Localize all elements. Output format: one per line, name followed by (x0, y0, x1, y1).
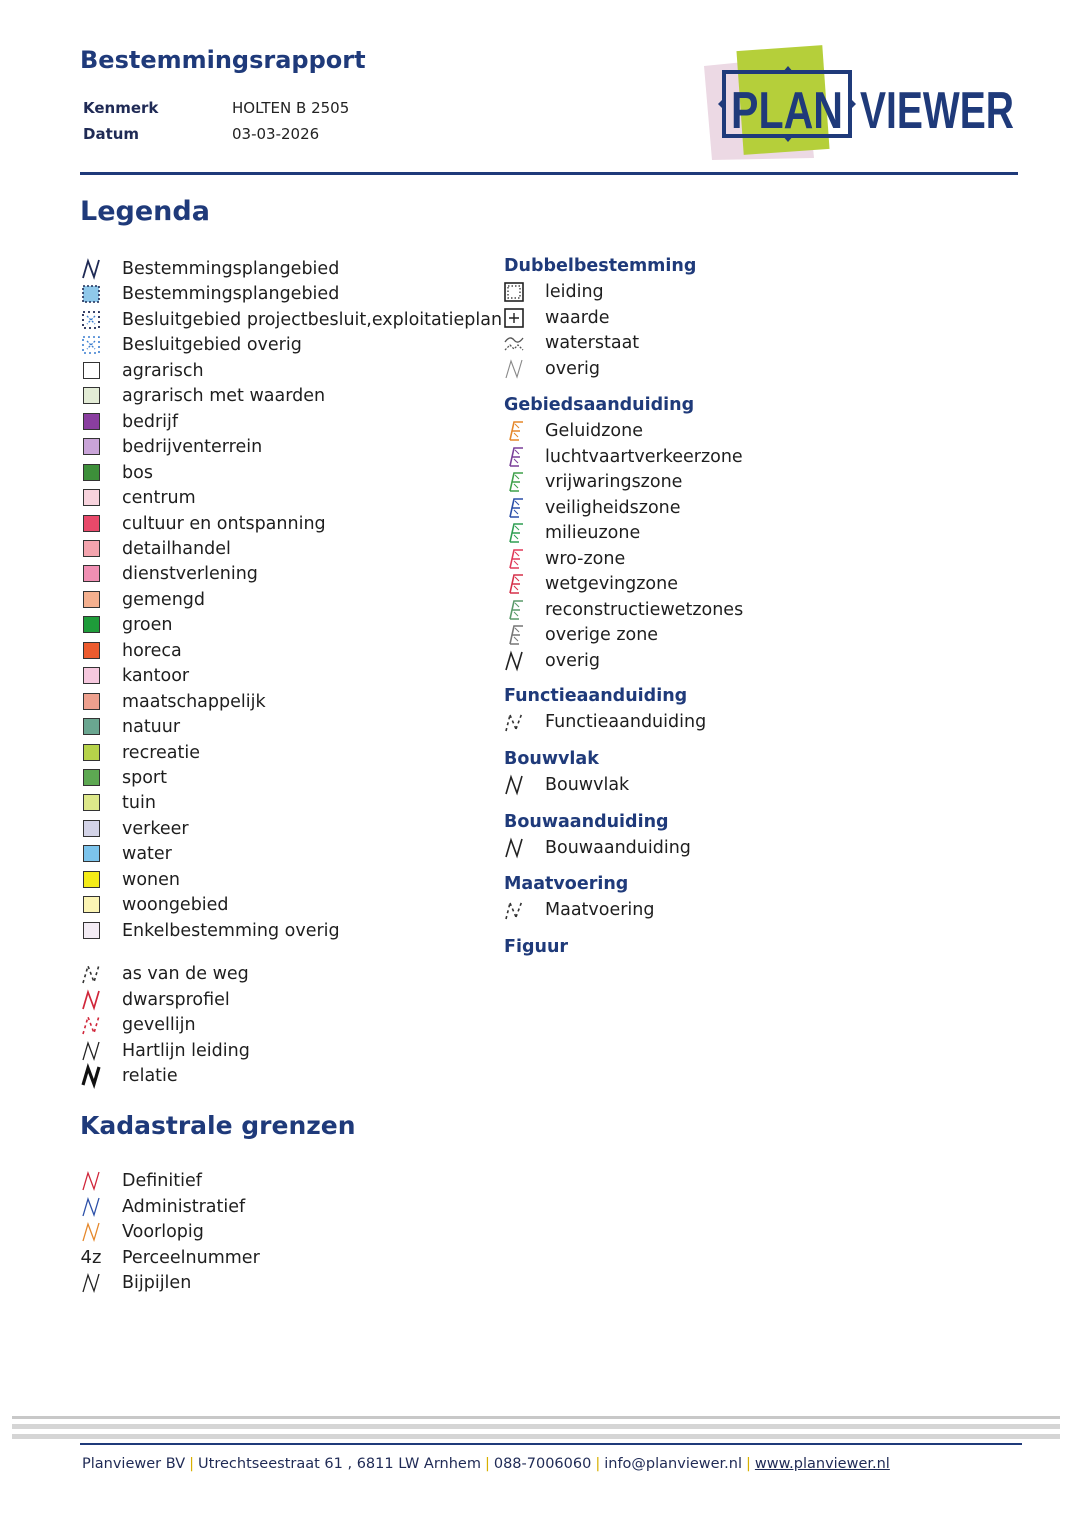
legend-item (78, 1168, 202, 1193)
legend-item-label: wro-zone (545, 548, 626, 569)
legend-item (78, 409, 178, 434)
group-title-bouwaanduiding: Bouwaanduiding (504, 812, 669, 832)
footer-band (12, 1416, 1060, 1419)
footer-website-link[interactable]: www.planviewer.nl (754, 1456, 890, 1472)
color-swatch-icon (78, 461, 104, 485)
group-title-figuur: Figuur (504, 937, 569, 957)
n-dashed-icon (501, 710, 527, 734)
datum-label: Datum (83, 125, 140, 143)
legend-item (78, 383, 325, 408)
zone-e-icon (501, 445, 527, 469)
legend-item (78, 740, 200, 765)
dotted-x-square-icon (78, 333, 104, 357)
legend-item-label: relatie (122, 1065, 178, 1086)
legend-item (501, 648, 600, 673)
planviewer-logo (704, 48, 1024, 162)
n-thin-icon (501, 357, 527, 381)
legend-item-label: bos (122, 462, 153, 483)
legend-item-label: bedrijf (122, 411, 179, 432)
legend-item-label: centrum (122, 487, 196, 508)
legend-item-label: dienstverlening (122, 563, 258, 584)
color-swatch-icon (78, 435, 104, 459)
legend-item (78, 1270, 191, 1295)
legend-item-label: Administratief (122, 1196, 246, 1217)
legend-item-label: wonen (122, 869, 180, 890)
bouwaanduiding-item: Bouwaanduiding (501, 835, 691, 860)
zone-e-icon (501, 598, 527, 622)
legend-item-label: water (122, 843, 172, 864)
line-style-icon (78, 1039, 104, 1063)
color-swatch-icon (78, 613, 104, 637)
legend-item-label: horeca (122, 640, 182, 661)
perceelnummer-glyph: 4z (80, 1247, 102, 1268)
line-style-icon (78, 1064, 104, 1088)
legend-item-label: agrarisch met waarden (122, 385, 326, 406)
legend-item (501, 330, 639, 355)
kadastraal-line-icon (78, 1271, 104, 1295)
footer-email[interactable]: info@planviewer.nl (604, 1456, 743, 1472)
legend-item (501, 279, 604, 304)
footer-divider (80, 1443, 1022, 1445)
legend-item-label: agrarisch (122, 360, 204, 381)
legend-item (78, 638, 182, 663)
legend-item-label: maatschappelijk (122, 691, 266, 712)
color-swatch-icon (78, 791, 104, 815)
zone-e-icon (501, 547, 527, 571)
legend-item-label: wetgevingzone (545, 573, 678, 594)
color-swatch-icon (78, 919, 104, 943)
legend-item (78, 816, 189, 841)
legend-item (78, 790, 156, 815)
legend-item-label: detailhandel (122, 538, 231, 559)
legend-item-label: gevellijn (122, 1014, 196, 1035)
legend-item-label: luchtvaartverkeerzone (545, 446, 743, 467)
color-swatch-icon (78, 486, 104, 510)
legend-item (501, 520, 640, 545)
line-style-icon (78, 962, 104, 986)
maatvoering-item: Maatvoering (501, 897, 655, 922)
legend-item (78, 1012, 196, 1037)
color-swatch-icon (78, 715, 104, 739)
color-swatch-icon (78, 741, 104, 765)
legend-item (78, 987, 230, 1012)
legend-item-label: gemengd (122, 589, 205, 610)
legend-item (78, 1219, 204, 1244)
legend-item (78, 485, 196, 510)
wave-icon (501, 331, 527, 355)
legend-item-label: waarde (545, 307, 610, 328)
logo-text-viewer: VIEWER (860, 82, 1014, 140)
plus-box-icon (501, 306, 527, 330)
kadastraal-title: Kadastrale grenzen (80, 1111, 356, 1140)
legend-item (501, 356, 600, 381)
zone-e-icon (501, 470, 527, 494)
legend-item-label: sport (122, 767, 167, 788)
dotted-square-icon (78, 282, 104, 306)
legend-item (78, 434, 262, 459)
dotted-x-square-icon (78, 308, 104, 332)
legend-item (501, 418, 643, 443)
legend-item-label: kantoor (122, 665, 190, 686)
legend-item-label: reconstructiewetzones (545, 599, 744, 620)
legend-item-label: groen (122, 614, 173, 635)
footer-band (12, 1424, 1060, 1429)
legend-item-label: overig (545, 358, 600, 379)
footer-address: Utrechtseestraat 61 , 6811 LW Arnhem (198, 1456, 481, 1472)
footer-company: Planviewer BV (82, 1456, 186, 1472)
line-style-icon (78, 1013, 104, 1037)
logo-text-plan: PLAN (731, 82, 843, 140)
color-swatch-icon (78, 817, 104, 841)
legend-title: Legenda (80, 196, 210, 227)
legend-item (78, 689, 266, 714)
legend-item (78, 307, 502, 332)
perceelnummer-icon (78, 1246, 104, 1270)
legend-item-label: Hartlijn leiding (122, 1040, 250, 1061)
zone-e-icon (501, 623, 527, 647)
legend-item-label: Voorlopig (122, 1221, 204, 1242)
footer-contact: Planviewer BV | Utrechtseestraat 61 , 6811 LW Arnhem | 088-7006060 | info@planviewer.nl | www.planviewer.nl (82, 1456, 890, 1472)
legend-item-label: dwarsprofiel (122, 989, 230, 1010)
color-swatch-icon (78, 639, 104, 663)
legend-item-label: Enkelbestemming overig (122, 920, 340, 941)
legend-item (78, 1063, 178, 1088)
legend-item (501, 469, 682, 494)
color-swatch-icon (78, 588, 104, 612)
legend-item-label: vrijwaringszone (545, 471, 683, 492)
group-title-bouwvlak: Bouwvlak (504, 749, 599, 769)
legend-item-label: Perceelnummer (122, 1247, 260, 1268)
legend-item (78, 511, 326, 536)
legend-item-label: bedrijventerrein (122, 436, 263, 457)
legend-item (78, 663, 189, 688)
legend-item-label: tuin (122, 792, 156, 813)
color-swatch-icon (78, 690, 104, 714)
legend-item (78, 256, 339, 281)
color-swatch-icon (78, 537, 104, 561)
footer-phone: 088-7006060 (493, 1456, 592, 1472)
color-swatch-icon (78, 512, 104, 536)
group-title-gebiedsaanduiding: Gebiedsaanduiding (504, 395, 695, 415)
legend-item-label: cultuur en ontspanning (122, 513, 326, 534)
color-swatch-icon (78, 893, 104, 917)
legend-item-label: milieuzone (545, 522, 641, 543)
bouwvlak-item: Bouwvlak (501, 772, 629, 797)
legend-item-label: overig (545, 650, 600, 671)
n-line-icon (501, 836, 527, 860)
legend-item (78, 332, 302, 357)
legend-item-label: natuur (122, 716, 181, 737)
functieaanduiding-item: Functieaanduiding (501, 709, 706, 734)
line-style-icon (78, 988, 104, 1012)
legend-item-label: Definitief (122, 1170, 202, 1191)
legend-item (78, 867, 180, 892)
datum-value: 03-03-2026 (232, 125, 320, 143)
legend-item (78, 841, 172, 866)
document-title: Bestemmingsrapport (80, 46, 366, 74)
legend-item (501, 444, 743, 469)
legend-item (501, 622, 658, 647)
n-line-icon (501, 773, 527, 797)
n-line-icon (78, 257, 104, 281)
legend-item-label: Bijpijlen (122, 1272, 192, 1293)
legend-item (78, 892, 229, 917)
legend-item (78, 587, 205, 612)
legend-item-label: leiding (545, 281, 604, 302)
n-line-icon (501, 649, 527, 673)
legend-item (501, 495, 681, 520)
legend-item-label: Besluitgebied overig (122, 334, 302, 355)
legend-item-label: woongebied (122, 894, 229, 915)
legend-item (501, 571, 678, 596)
legend-item (78, 765, 167, 790)
color-swatch-icon (78, 410, 104, 434)
legend-item (501, 546, 625, 571)
legend-item (501, 597, 743, 622)
n-dashed-icon (501, 898, 527, 922)
zone-e-icon (501, 419, 527, 443)
dotted-box-icon (501, 280, 527, 304)
color-swatch-icon (78, 842, 104, 866)
color-swatch-icon (78, 562, 104, 586)
legend-item (78, 714, 180, 739)
legend-item (78, 918, 340, 943)
zone-e-icon (501, 496, 527, 520)
legend-item (78, 1194, 245, 1219)
group-title-functieaanduiding: Functieaanduiding (504, 686, 688, 706)
zone-e-icon (501, 521, 527, 545)
kadastraal-line-icon (78, 1169, 104, 1193)
kadastraal-line-icon (78, 1220, 104, 1244)
footer-band (12, 1434, 1060, 1439)
header-divider (80, 172, 1018, 175)
kenmerk-label: Kenmerk (83, 99, 159, 117)
legend-item-label: Bestemmingsplangebied (122, 283, 340, 304)
legend-item (78, 460, 153, 485)
legend-item-label: Bestemmingsplangebied (122, 258, 340, 279)
color-swatch-icon (78, 384, 104, 408)
legend-item (78, 358, 204, 383)
color-swatch-icon (78, 359, 104, 383)
legend-item-label: veiligheidszone (545, 497, 681, 518)
legend-item (78, 612, 172, 637)
legend-item (78, 561, 258, 586)
color-swatch-icon (78, 868, 104, 892)
legend-item (78, 961, 249, 986)
legend-item (78, 281, 339, 306)
color-swatch-icon (78, 766, 104, 790)
legend-item-label: Geluidzone (545, 420, 644, 441)
legend-item (78, 536, 231, 561)
legend-item-label: recreatie (122, 742, 200, 763)
group-title-dubbelbestemming: Dubbelbestemming (504, 256, 697, 276)
legend-item-label: as van de weg (122, 963, 249, 984)
legend-item-label: Besluitgebied projectbesluit,exploitatieplan (122, 309, 503, 330)
legend-item (78, 1038, 250, 1063)
legend-item (78, 1245, 260, 1270)
legend-item-label: overige zone (545, 624, 659, 645)
kadastraal-line-icon (78, 1195, 104, 1219)
zone-e-icon (501, 572, 527, 596)
legend-item (501, 305, 610, 330)
legend-item-label: waterstaat (545, 332, 640, 353)
color-swatch-icon (78, 664, 104, 688)
legend-item-label: verkeer (122, 818, 189, 839)
kenmerk-value: HOLTEN B 2505 (232, 99, 350, 117)
group-title-maatvoering: Maatvoering (504, 874, 629, 894)
